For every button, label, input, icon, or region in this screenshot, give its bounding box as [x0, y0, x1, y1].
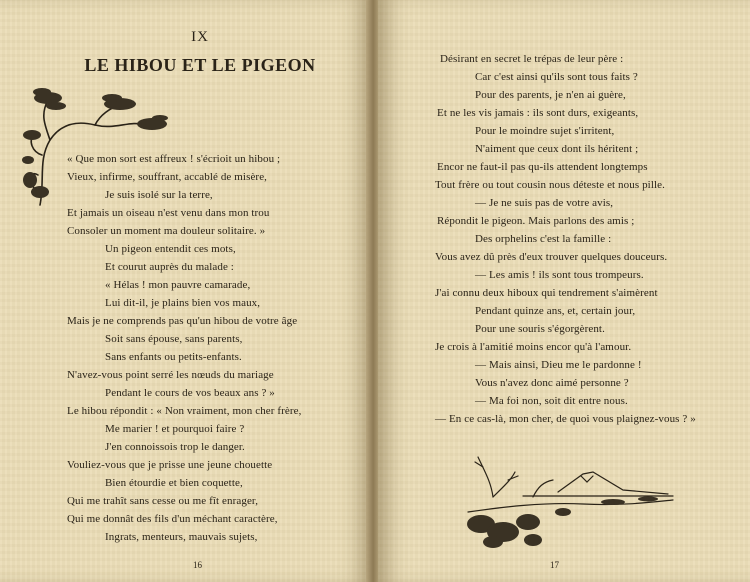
- poem-line: Me marier ! et pourquoi faire ?: [105, 423, 245, 435]
- poem-line: Et jamais un oiseau n'est venu dans mon trou: [67, 207, 270, 219]
- poem-line: Mais je ne comprends pas qu'un hibou de votre âge: [67, 315, 298, 327]
- poem-line: Pendant le cours de vos beaux ans ? »: [105, 387, 275, 399]
- poem-line: J'ai connu deux hiboux qui tendrement s'aimèrent: [435, 287, 658, 299]
- poem-line: Je crois à l'amitié moins encor qu'à l'amour.: [435, 341, 632, 353]
- poem-line: — Les amis ! ils sont tous trompeurs.: [475, 269, 644, 281]
- poem-line: « Hélas ! mon pauvre camarade,: [105, 279, 251, 291]
- poem-line: Pour des parents, je n'en ai guère,: [475, 89, 626, 101]
- mountain-landscape-vignette: [463, 452, 678, 552]
- poem-line: Ingrats, menteurs, mauvais sujets,: [105, 531, 258, 543]
- poem-line: Qui me trahît sans cesse ou me fît enrager,: [67, 495, 259, 507]
- poem-line: Bien étourdie et bien coquette,: [105, 477, 243, 489]
- right-page: [378, 0, 750, 582]
- poem-line: Pour une souris s'égorgèrent.: [475, 323, 605, 335]
- poem-line: N'aiment que ceux dont ils héritent ;: [475, 143, 639, 155]
- poem-line: Lui dit-il, je plains bien vos maux,: [105, 297, 261, 309]
- chapter-title: LE HIBOU ET LE PIGEON: [84, 55, 316, 75]
- poem-line: « Que mon sort est affreux ! s'écrioit un hibou ;: [67, 153, 281, 165]
- page-number-left: 16: [193, 560, 202, 570]
- poem-line: Vouliez-vous que je prisse une jeune chouette: [67, 459, 273, 471]
- page-number-right: 17: [550, 560, 559, 570]
- poem-line: Le hibou répondit : « Non vraiment, mon cher frère,: [67, 405, 302, 417]
- poem-line: Et ne les vis jamais : ils sont durs, exigeants,: [437, 107, 639, 119]
- poem-line: Désirant en secret le trépas de leur père :: [440, 53, 624, 65]
- poem-line: Car c'est ainsi qu'ils sont tous faits ?: [475, 71, 638, 83]
- poem-line: Vous n'avez donc aimé personne ?: [475, 377, 629, 389]
- poem-line: Tout frère ou tout cousin nous déteste et nous pille.: [435, 179, 665, 191]
- left-page: [0, 0, 370, 582]
- poem-line: — En ce cas-là, mon cher, de quoi vous plaignez-vous ? »: [435, 413, 696, 425]
- poem-line: — Ma foi non, soit dit entre nous.: [475, 395, 628, 407]
- poem-line: Et courut auprès du malade :: [105, 261, 234, 273]
- poem-line: Un pigeon entendit ces mots,: [105, 243, 236, 255]
- poem-line: Consoler un moment ma douleur solitaire. »: [67, 225, 266, 237]
- poem-line: Des orphelins c'est la famille :: [475, 233, 612, 245]
- poem-line: J'en connoissois trop le danger.: [105, 441, 245, 453]
- poem-line: Vous avez dû près d'eux trouver quelques douceurs.: [435, 251, 668, 263]
- poem-line: Encor ne faut-il pas qu-ils attendent longtemps: [437, 161, 648, 173]
- poem-line: N'avez-vous point serré les nœuds du mariage: [67, 369, 274, 381]
- poem-line: Pour le moindre sujet s'irritent,: [475, 125, 615, 137]
- poem-line: — Je ne suis pas de votre avis,: [475, 197, 614, 209]
- poem-line: Pendant quinze ans, et, certain jour,: [475, 305, 636, 317]
- chapter-number: IX: [191, 29, 209, 45]
- poem-line: Répondit le pigeon. Mais parlons des amis ;: [437, 215, 635, 227]
- poem-line: Vieux, infirme, souffrant, accablé de misère,: [67, 171, 268, 183]
- poem-line: Soit sans épouse, sans parents,: [105, 333, 243, 345]
- poem-line: — Mais ainsi, Dieu me le pardonne !: [475, 359, 642, 371]
- poem-line: Sans enfants ou petits-enfants.: [105, 351, 242, 363]
- poem-line: Je suis isolé sur la terre,: [105, 189, 213, 201]
- poem-line: Qui me donnât des fils d'un méchant caractère,: [67, 513, 278, 525]
